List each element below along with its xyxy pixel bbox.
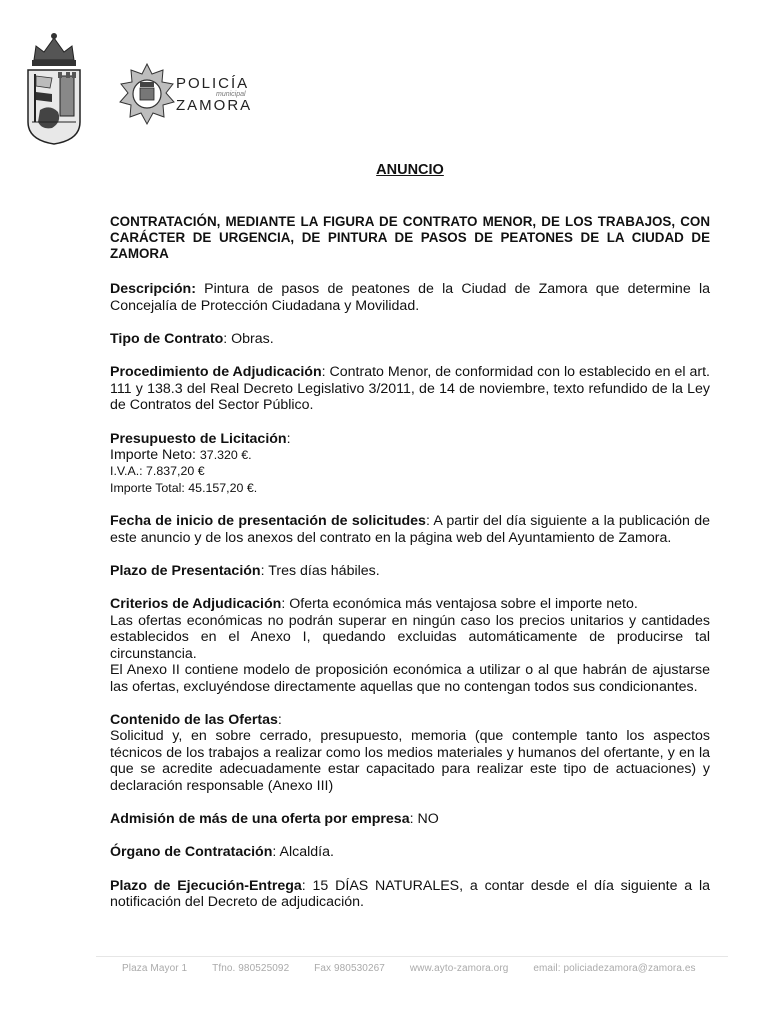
importe-total-line: Importe Total: 45.157,20 €. — [110, 480, 258, 495]
descripcion-section — [110, 281, 710, 314]
criterios-text: : Oferta económica más ventajosa sobre el importe neto. — [281, 596, 638, 613]
plazo-presentacion-text: : Tres días hábiles. — [260, 563, 380, 580]
criterios-section — [110, 596, 710, 694]
contenido-colon: : — [277, 711, 282, 728]
footer-phone: Tfno. 980525092 — [212, 963, 290, 974]
fecha-section — [110, 513, 710, 546]
importe-neto-value: 37.320 €. — [199, 448, 252, 463]
criterios-line-3: El Anexo II contiene modelo de proposición económica a utilizar o al que habrán de ajustarse las ofertas, excluyéndose directamente aquellas que no contengan todos sus condicionantes. — [110, 662, 710, 695]
policia-municipal-zamora-logo — [118, 62, 258, 130]
descripcion-text: Pintura de pasos de peatones de la Ciudad de Zamora que determine la Concejalía de Protección Ciudadana y Movilidad. — [110, 281, 710, 314]
procedimiento-label: Procedimiento de Adjudicación — [110, 364, 322, 381]
tipo-contrato-text: : Obras. — [223, 331, 274, 347]
page-footer — [96, 956, 728, 974]
contenido-label: Contenido de las Ofertas — [110, 711, 278, 728]
plazo-ejecucion-section — [110, 878, 710, 911]
organo-section — [110, 844, 710, 860]
zamora-coat-of-arms-logo — [22, 30, 86, 146]
announcement-title: ANUNCIO — [376, 162, 444, 178]
iva-line: I.V.A.: 7.837,20 € — [110, 464, 205, 479]
logo-word-policia: POLICÍA — [176, 75, 250, 92]
footer-fax: Fax 980530267 — [314, 963, 385, 974]
plazo-ejecucion-label: Plazo de Ejecución-Entrega — [110, 877, 302, 894]
tipo-contrato-section — [110, 331, 710, 347]
footer-address: Plaza Mayor 1 — [122, 963, 188, 974]
plazo-presentacion-label: Plazo de Presentación — [110, 563, 261, 580]
announcement-body — [110, 162, 710, 928]
criterios-label: Criterios de Adjudicación — [110, 596, 282, 613]
logo-word-municipal: municipal — [216, 91, 246, 98]
organo-text: : Alcaldía. — [272, 844, 334, 861]
footer-website-link[interactable]: www.ayto-zamora.org — [409, 963, 509, 974]
contenido-section — [110, 712, 710, 794]
criterios-line-2: Las ofertas económicas no podrán superar en ningún caso los precios unitarios y cantidades establecidos en el Anexo I, quedando excluidas automáticamente de producirse tal circunstancia. — [110, 612, 710, 662]
fecha-text: : A partir del día siguiente a la publicación de este anuncio y de los anexos del contrato en la página web del Ayuntamiento de Zamora. — [110, 513, 710, 546]
descripcion-label: Descripción: — [110, 281, 196, 298]
admision-section — [110, 811, 710, 827]
contract-heading: CONTRATACIÓN, MEDIANTE LA FIGURA DE CONTRATO MENOR, DE LOS TRABAJOS, CON CARÁCTER DE URGENCIA, DE PINTURA DE PASOS DE PEATONES DE LA CIUDAD DE ZAMORA — [110, 214, 710, 261]
fecha-label: Fecha de inicio de presentación de solicitudes — [110, 513, 426, 530]
importe-neto-label: Importe Neto: — [110, 447, 200, 464]
contenido-text: Solicitud y, en sobre cerrado, presupuesto, memoria (que contemple tanto los aspectos técnicos de los trabajos a realizar como los medios materiales y humanos del ofertante, y en la que se acredite adecuadamente estar capacitado para realizar este tipo de actuaciones) y declaración responsable (Anexo III) — [110, 728, 710, 794]
police-badge-icon — [118, 62, 176, 126]
organo-label: Órgano de Contratación — [110, 844, 273, 861]
logo-word-zamora: ZAMORA — [176, 97, 253, 114]
admision-text: : NO — [409, 810, 439, 827]
plazo-ejecucion-text: : 15 DÍAS NATURALES, a contar desde el día siguiente a la notificación del Decreto de adjudicación. — [110, 877, 710, 911]
procedimiento-section — [110, 364, 710, 413]
procedimiento-text: : Contrato Menor, de conformidad con lo establecido en el art. 111 y 138.3 del Real Decreto Legislativo 3/2011, de 14 de noviembre, texto refundido de la Ley de Contratos del Sector Público. — [110, 364, 711, 414]
presupuesto-section — [110, 431, 710, 497]
tipo-contrato-label: Tipo de Contrato — [110, 331, 224, 347]
footer-email-link[interactable]: email: policiadezamora@zamora.es — [533, 963, 696, 974]
plazo-presentacion-section — [110, 563, 710, 579]
presupuesto-label: Presupuesto de Licitación — [110, 430, 287, 447]
admision-label: Admisión de más de una oferta por empresa — [110, 810, 410, 827]
presupuesto-colon: : — [286, 430, 291, 447]
